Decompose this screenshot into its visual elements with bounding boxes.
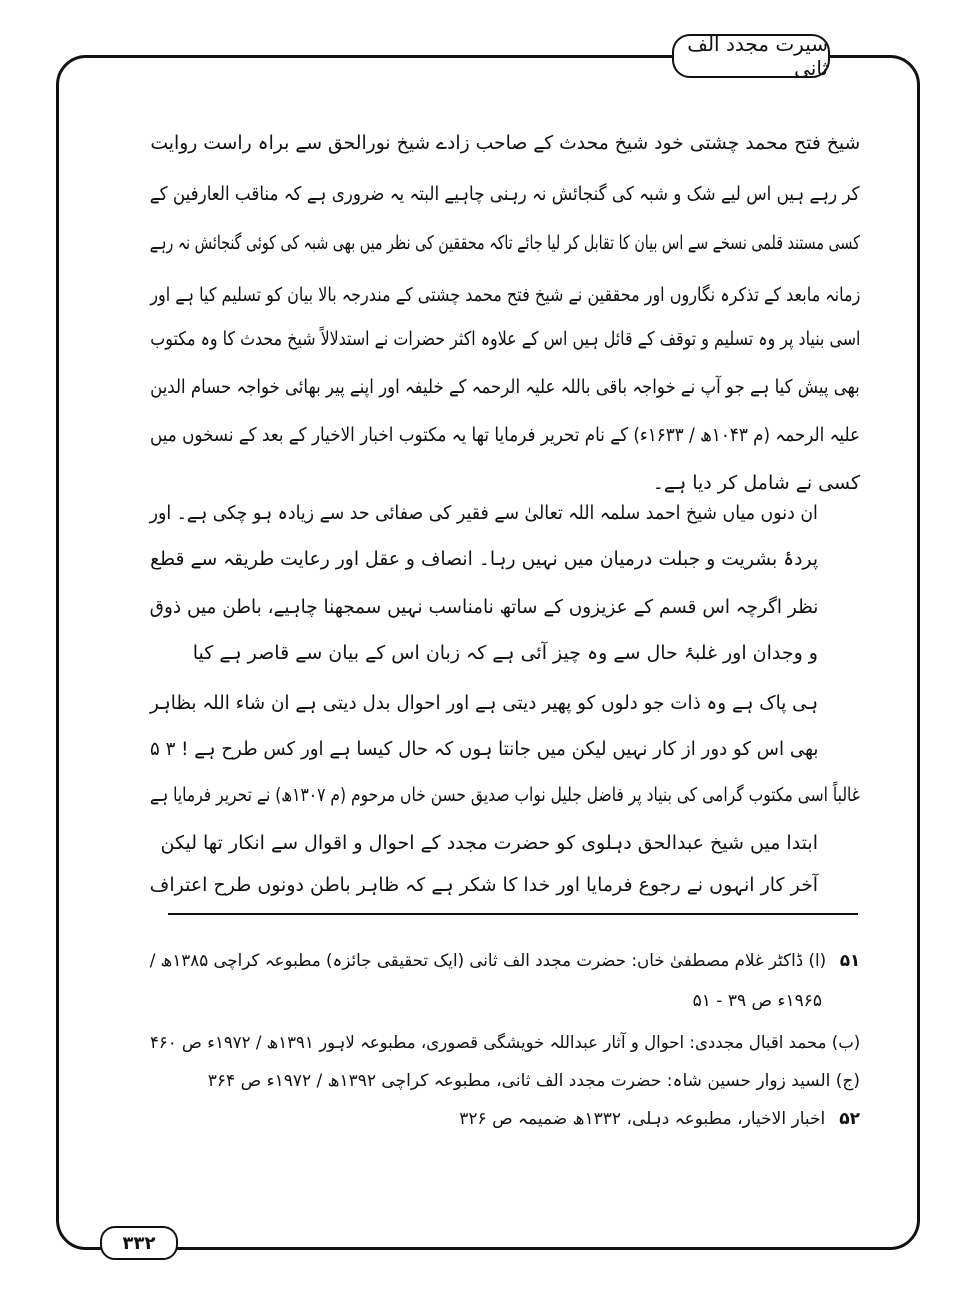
quote-line: نظر اگرچہ اس قسم کے عزیزوں کے ساتھ نامناسب نہیں سمجھنا چاہیے، باطن میں ذوق [149,596,818,618]
running-title-text: سیرت مجدد الف ثانی [687,32,828,80]
text-line: زمانہ مابعد کے تذکرہ نگاروں اور محققین نے شیخ فتح محمد چشتی کے مندرجہ بالا بیان کو تسلیم کیا ہے اور [149,284,860,306]
quote-line: بھی اس کو دور از کار نہیں لیکن میں جانتا ہوں کہ حال کیسا ہے اور کس طرح ہے ! ۳ ۵ [149,738,819,760]
text-line: غالباً اسی مکتوب گرامی کی بنیاد پر فاضل جلیل نواب صدیق حسن خاں مرحوم (م ۱۳۰۷ھ) نے تحریر فرمایا ہے [150,784,860,806]
footnote-divider [168,913,858,915]
text-line: اسی بنیاد پر وہ تسلیم و توقف کے قائل ہیں اس کے علاوہ اکثر حضرات نے استدلالاً شیخ محدث کا وہ مکتوب [149,328,860,350]
text-line: آخر کار انہوں نے رجوع فرمایا اور خدا کا شکر ہے کہ ظاہر باطن دونوں طرح اعتراف [149,874,818,896]
footnote-item [693,987,822,1015]
footnote-item [208,1067,860,1095]
footnote-text: ۱۹۶۵ء ص ۳۹ - ۵۱ [692,991,822,1011]
text-line: کسی نے شامل کر دیا ہے۔ [652,472,860,494]
text-line: کر رہے ہیں اس لیے شک و شبہ کی گنجائش نہ رہنی چاہیے البتہ یہ ضروری ہے کہ مناقب العارفین کے [150,183,860,205]
text-line: بھی پیش کیا ہے جو آپ نے خواجہ باقی باللہ علیہ الرحمہ کے خلیفہ اور اپنے پیر بھائی خواجہ حسام الدین [150,376,860,398]
text-line: شیخ فتح محمد چشتی خود شیخ محدث کے صاحب زادے شیخ نورالحق سے براہ راست روایت [150,132,860,154]
footnote-marker: ۵۲ [839,1109,860,1129]
footnote-item [150,1029,860,1057]
quote-line: ان دنوں میاں شیخ احمد سلمہ اللہ تعالیٰ سے فقیر کی صفائی حد سے زیادہ ہو چکی ہے۔ اور [149,502,818,524]
page-number [100,1226,178,1260]
footnote-text: (ب) محمد اقبال مجددی: احوال و آثار عبداللہ خویشگی قصوری، مطبوعہ لاہور ۱۳۹۱ھ / ۱۹۷۲ء ص ۴۶۰ [149,1033,860,1053]
text-line: کسی مستند قلمی نسخے سے اس بیان کا تقابل کر لیا جائے تاکہ محققین کی نظر میں بھی شبہ کی کوئی گنجائش نہ رہے [149,232,860,254]
footnote-item [150,947,860,975]
footnote-text: (ا) ڈاکٹر غلام مصطفیٰ خاں: حضرت مجدد الف ثانی (ایک تحقیقی جائزہ) مطبوعہ کراچی ۱۳۸۵ھ / [149,951,826,971]
quote-line: ہی پاک ہے وہ ذات جو دلوں کو پھیر دیتی ہے اور احوال بدل دیتی ہے ان شاء اللہ بظاہر [149,692,818,714]
footnote-marker: ۵۱ [839,951,860,971]
text-line: علیہ الرحمہ (م ۱۰۴۳ھ / ۱۶۳۳ء) کے نام تحریر فرمایا تھا یہ مکتوب اخبار الاخیار کے بعد کے نسخوں میں [149,424,860,446]
footnote-text: (ج) السید زوار حسین شاہ: حضرت مجدد الف ثانی، مطبوعہ کراچی ۱۳۹۲ھ / ۱۹۷۲ء ص ۳۶۴ [207,1071,860,1091]
quote-line: پردۂ بشریت و جبلت درمیان میں نہیں رہا۔ انصاف و عقل اور رعایت طریقہ سے قطع [149,548,818,570]
quote-line: و وجدان اور غلبۂ حال سے وہ چیز آئی ہے کہ زبان اس کے بیان سے قاصر ہے کیا [192,642,818,664]
footnote-text: اخبار الاخیار، مطبوعہ دہلی، ۱۳۳۲ھ ضمیمہ ص ۳۲۶ [459,1109,826,1129]
text-line: ابتدا میں شیخ عبدالحق دہلوی کو حضرت مجدد کے احوال و اقوال سے انکار تھا لیکن [160,832,818,854]
running-title [672,34,830,78]
footnote-item [459,1105,860,1133]
page-number-text: ۳۳۲ [122,1232,156,1254]
